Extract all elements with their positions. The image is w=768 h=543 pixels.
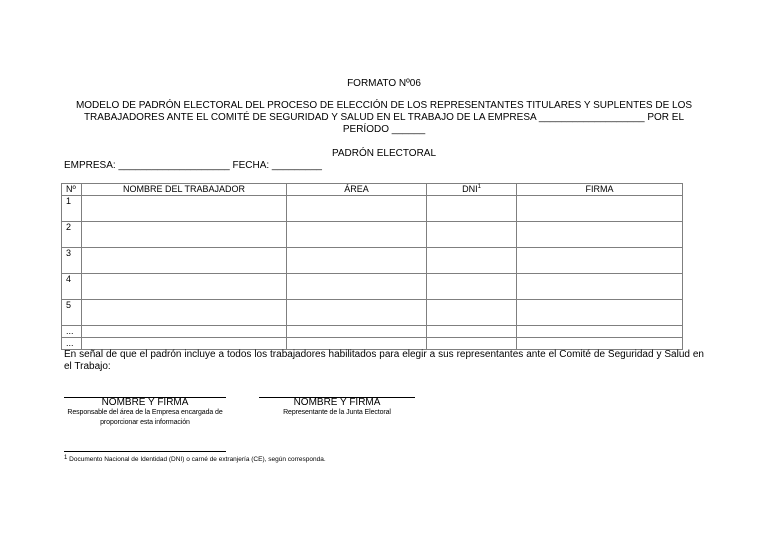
footnote-text: Documento Nacional de Identidad (DNI) o carné de extranjería (CE), según corresponda. <box>67 456 326 463</box>
table-row <box>62 338 683 350</box>
header-dni <box>427 184 517 196</box>
row-number: 5 <box>62 300 82 326</box>
dni-footnote-marker: 1 <box>477 184 481 190</box>
row-number: 4 <box>62 274 82 300</box>
padron-table <box>61 183 683 350</box>
signature-desc-junta: Representante de la Junta Electoral <box>283 409 391 416</box>
signature-desc-responsable: Responsable del área de la Empresa encargada de proporcionar esta información <box>67 409 223 426</box>
table-header-row <box>62 184 683 196</box>
footnote <box>64 455 326 464</box>
row-number: ... <box>62 338 82 350</box>
formato-label: FORMATO Nº06 <box>347 78 421 89</box>
header-dni-label: DNI <box>462 184 478 194</box>
cell-nombre[interactable] <box>82 274 287 300</box>
cell-nombre[interactable] <box>82 338 287 350</box>
cell-firma[interactable] <box>517 326 683 338</box>
cell-dni[interactable] <box>427 274 517 300</box>
cell-dni[interactable] <box>427 326 517 338</box>
table-row <box>62 326 683 338</box>
cell-firma[interactable] <box>517 300 683 326</box>
footnote-separator <box>64 451 226 452</box>
empresa-fecha-line: EMPRESA: ____________________ FECHA: _________ <box>64 160 322 171</box>
cell-area[interactable] <box>287 300 427 326</box>
table-row <box>62 248 683 274</box>
header-nombre: NOMBRE DEL TRABAJADOR <box>82 184 287 196</box>
cell-nombre[interactable] <box>82 326 287 338</box>
cell-nombre[interactable] <box>82 300 287 326</box>
row-number: 1 <box>62 196 82 222</box>
signature-title-junta: NOMBRE Y FIRMA <box>293 397 381 408</box>
cell-area[interactable] <box>287 326 427 338</box>
footnote-marker: 1 <box>64 455 68 461</box>
header-area: ÁREA <box>287 184 427 196</box>
declaration-text: En señal de que el padrón incluye a todos los trabajadores habilitados para elegir a sus representantes ante el Comité de Seguridad y Salud en el Trabajo: <box>64 349 704 372</box>
cell-firma[interactable] <box>517 196 683 222</box>
cell-firma[interactable] <box>517 338 683 350</box>
header-firma: FIRMA <box>517 184 683 196</box>
table-row <box>62 274 683 300</box>
cell-area[interactable] <box>287 222 427 248</box>
cell-nombre[interactable] <box>82 196 287 222</box>
cell-area[interactable] <box>287 338 427 350</box>
header-num: Nº <box>62 184 82 196</box>
padron-title: PADRÓN ELECTORAL <box>331 148 437 159</box>
cell-dni[interactable] <box>427 196 517 222</box>
table-row <box>62 300 683 326</box>
row-number: ... <box>62 326 82 338</box>
cell-nombre[interactable] <box>82 222 287 248</box>
document-title: MODELO DE PADRÓN ELECTORAL DEL PROCESO DE ELECCIÓN DE LOS REPRESENTANTES TITULARES Y SUPLENTES DE LOS TRABAJADORES ANTE EL COMITÉ DE SEGURIDAD Y SALUD EN EL TRABAJO DE LA EMPRESA ___________________ POR EL PERÍODO ______ <box>75 100 693 135</box>
signature-title-responsable: NOMBRE Y FIRMA <box>101 397 189 408</box>
table-row <box>62 196 683 222</box>
row-number: 2 <box>62 222 82 248</box>
cell-area[interactable] <box>287 196 427 222</box>
cell-firma[interactable] <box>517 274 683 300</box>
cell-dni[interactable] <box>427 300 517 326</box>
cell-area[interactable] <box>287 274 427 300</box>
cell-nombre[interactable] <box>82 248 287 274</box>
table-row <box>62 222 683 248</box>
row-number: 3 <box>62 248 82 274</box>
cell-dni[interactable] <box>427 338 517 350</box>
cell-dni[interactable] <box>427 222 517 248</box>
cell-firma[interactable] <box>517 248 683 274</box>
cell-dni[interactable] <box>427 248 517 274</box>
cell-firma[interactable] <box>517 222 683 248</box>
cell-area[interactable] <box>287 248 427 274</box>
